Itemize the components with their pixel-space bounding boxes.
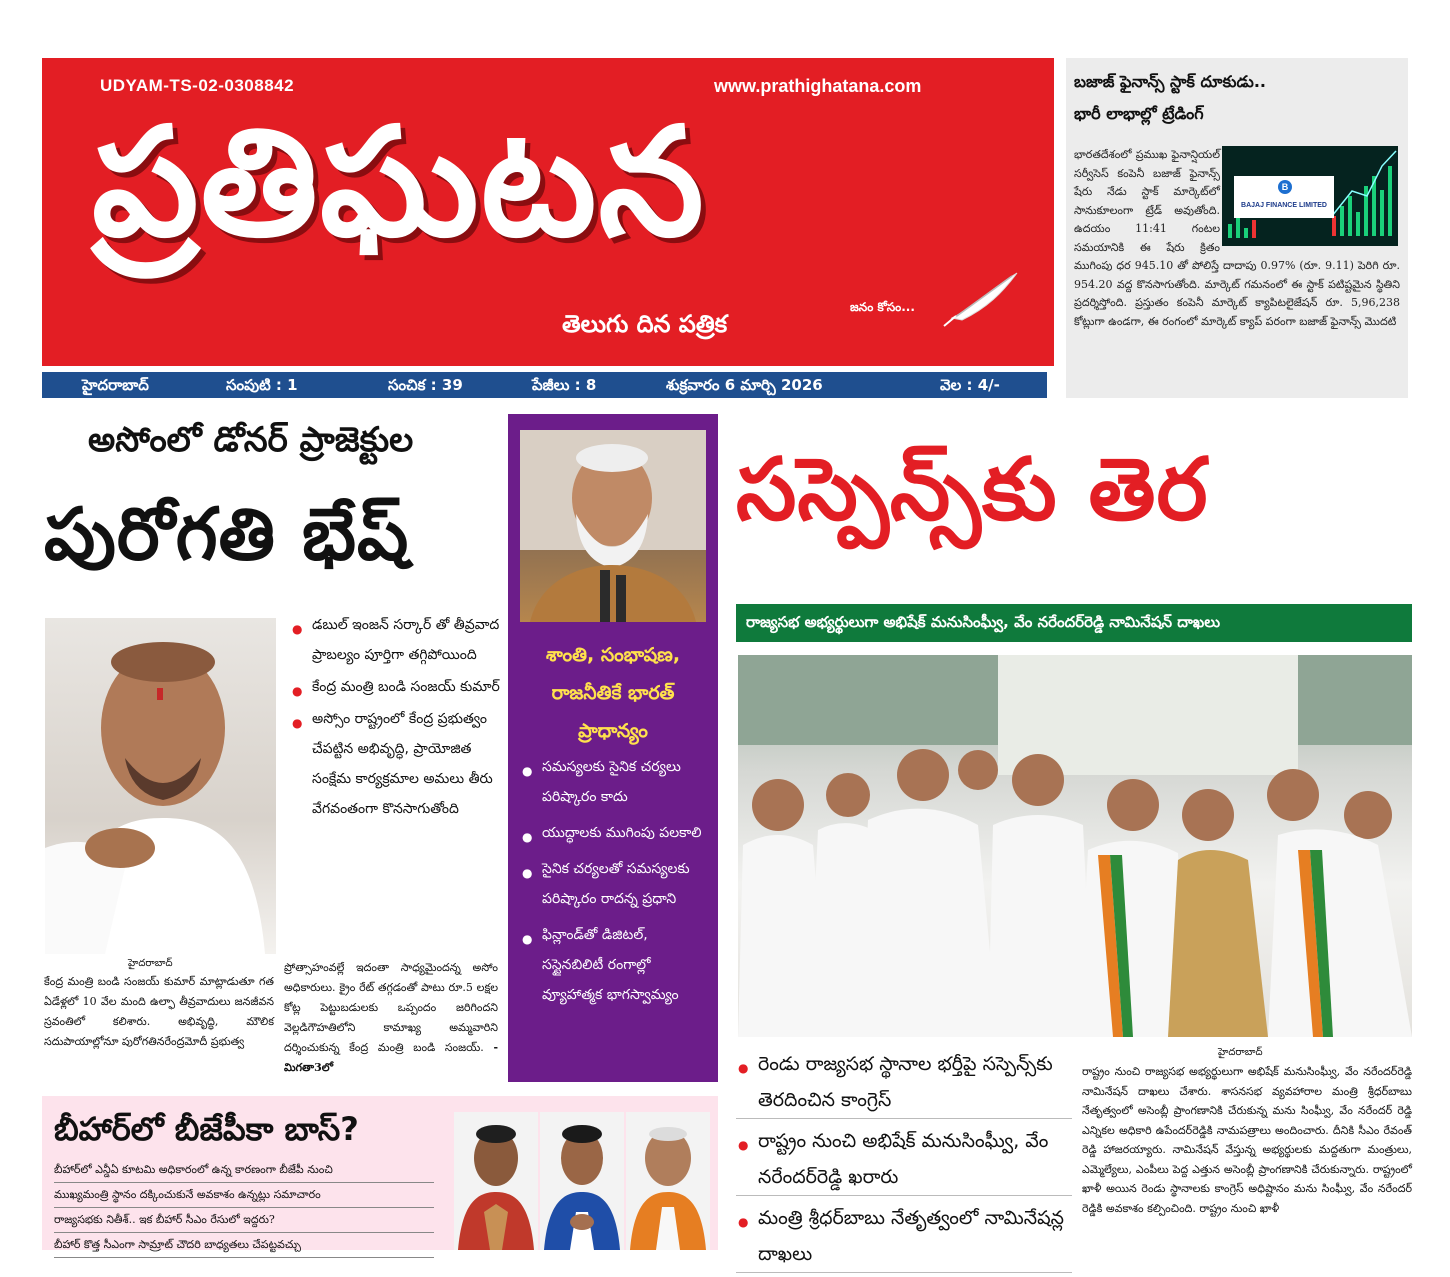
issue-info-bar <box>42 372 1047 398</box>
group-crowd-graphic <box>738 655 1412 1037</box>
bajaj-headline-1: బజాజ్ ఫైనాన్స్ స్టాక్ దూకుడు.. <box>1074 72 1266 91</box>
modi-story-headline: శాంతి, సంభాషణ, రాజనీతికే భారత్ ప్రాధాన్యం <box>545 644 681 742</box>
person-portrait-graphic <box>45 618 276 954</box>
left-story-column-2-text: ప్రోత్సాహంవల్లే ఇదంతా సాధ్యమైందన్న అసోం అధికారులు. క్రైం రేట్ తగ్గడంతో పాటు రూ.5 లక్షల కోట్ల పెట్టుబడులకు ఒప్పందం జరిగిందని వెల్లడిగౌహతిలోని కామాఖ్య అమ్మవారిని దర్శించుకున్న కేంద్ర మంత్రి బండి సంజయ్. <box>284 961 498 1054</box>
list-item: ● రాష్ట్రం నుంచి అభిషేక్ మనుసింఘ్వీ, వేం నరేందర్‌రెడ్డి ఖరారు <box>736 1123 1072 1196</box>
modi-photo <box>520 430 706 622</box>
left-story-column-1: కేంద్ర మంత్రి బండి సంజయ్ కుమార్ మాట్లాడుతూ గత ఏడేళ్లలో 10 వేల మంది ఉల్ఫా తీవ్రవాదులు జనజీవన స్రవంతిలో కలిశారు. అభివృద్ధి, మౌలిక సదుపాయాల్లోనూ పురోగతినరేంద్రమోదీ ప్రభుత్వ <box>44 975 274 1048</box>
info-city: హైదరాబాద్ <box>82 376 149 394</box>
nomination-group-photo <box>738 655 1412 1037</box>
bajaj-headline-2: భారీ లాభాల్లో ట్రేడింగ్ <box>1074 104 1204 123</box>
list-item: ● ఫిన్లాండ్‌తో డిజిటల్, సస్టైనబిలిటీ రంగాల్లో వ్యూహాత్మక భాగస్వామ్యం <box>520 920 712 1010</box>
info-volume: సంపుటి : 1 <box>226 376 298 394</box>
info-date: శుక్రవారం 6 మార్చి 2026 <box>666 376 823 394</box>
website-link[interactable]: www.prathighatana.com <box>714 76 922 96</box>
udyam-number: UDYAM-TS-02-0308842 <box>100 76 295 95</box>
bihar-line: ముఖ్యమంత్రి స్థానం దక్కించుకునే అవకాశం ఉన్నట్లు సమాచారం <box>54 1183 434 1208</box>
list-item: ● అస్సోం రాష్ట్రంలో కేంద్ర ప్రభుత్వం చేపట్టిన అభివృద్ధి, ప్రాయోజిత సంక్షేమ కార్యక్రమాల అమలు తీరు వేగవంతంగా కొనసాగుతోంది <box>290 704 500 824</box>
main-story-bullets <box>736 1046 1072 1277</box>
main-story-strapline <box>736 604 1412 642</box>
left-story-kicker: అసోంలో డోనర్ ప్రాజెక్టుల <box>88 420 414 460</box>
info-pages: పేజీలు : 8 <box>532 376 597 394</box>
list-item: ● కేంద్ర మంత్రి బండి సంజయ్ కుమార్ <box>290 672 500 702</box>
speaker-portrait-graphic <box>520 430 706 622</box>
bajaj-finance-logo: BAJAJ FINANCE LIMITED <box>1234 176 1334 218</box>
main-story-strapline-text: రాజ్యసభ అభ్యర్థులుగా అభిషేక్ మనుసింఘ్వీ, వేం నరేందర్‌రెడ్డి నామినేషన్ దాఖలు <box>746 613 1221 631</box>
slogan: జనం కోసం... <box>850 300 915 314</box>
newspaper-subtitle: తెలుగు దిన పత్రిక <box>562 310 728 338</box>
continued-link[interactable]: - మిగతా3లో <box>284 1041 499 1074</box>
main-story-body: రాష్ట్రం నుంచి రాజ్యసభ అభ్యర్థులుగా అభిషేక్ మనుసింఘ్వీ, వేం నరేందర్‌రెడ్డి నామినేషన్ దాఖలు చేశారు. శాసనసభ వ్యవహారాల మంత్రి శ్రీధర్‌బాబు నేతృత్వంలో అసెంబ్లీ ప్రాంగణానికి చేరుకున్న మను సింఘ్వీ, వేం నరేందర్ రెడ్డి ఎన్నికల అధికారి ఉపేందర్‌రెడ్డికి నామపత్రాలు అందించారు. దీనికి సీఎం రేవంత్ రెడ్డి హాజరయ్యారు. నామినేషన్ వేస్తున్న అభ్యర్థులకు మద్దతుగా మంత్రులు, ఎమ్మెల్యేలు, ఎంపీలు పెద్ద ఎత్తున అసెంబ్లీ ప్రాంగణానికి చేరుకున్నారు. రాష్ట్రంలో ఖాళీ అయిన రెండు స్థానాలకు కాంగ్రెస్ అధిష్టానం మను సింఘ్వీ, వేం నరేందర్ రెడ్డికి అవకాశం కల్పించింది. రాష్ట్రం నుంచి ఖాళీ <box>1082 1065 1412 1215</box>
list-item: ● మంత్రి శ్రీధర్‌బాబు నేతృత్వంలో నామినేషన్ల దాఖలు <box>736 1200 1072 1273</box>
bihar-leader-photos <box>454 1112 710 1250</box>
masthead <box>42 58 1054 366</box>
main-headline: సస్పెన్స్‌కు తెర <box>736 440 1209 540</box>
leader-photo <box>454 1112 538 1250</box>
newspaper-logo-title: ప్రతిఘటన <box>92 96 706 270</box>
bihar-story-lines <box>54 1158 434 1258</box>
bihar-headline: బీహార్‌లో బీజేపీకా బాస్? <box>54 1110 359 1148</box>
info-issue: సంచిక : 39 <box>388 376 463 394</box>
modi-story-bullets <box>520 752 712 1016</box>
bajaj-logo-mark: B <box>1278 180 1292 194</box>
info-price: వెల : 4/- <box>940 376 1000 394</box>
leader-photo <box>540 1112 624 1250</box>
bandi-sanjay-photo <box>45 618 276 954</box>
bajaj-story-text: భారతదేశంలో ప్రముఖ ఫైనాన్షియల్ సర్వీసెస్ కంపెనీ బజాజ్ ఫైనాన్స్ షేరు నేడు స్టాక్ మార్కెట్‌లో సానుకూలంగా ట్రేడ్ అవుతోంది. ఉదయం 11:41 గంటల సమయానికి ఈ షేరు క్రితం ముగింపు ధర 945.10 తో పోలిస్తే దాదాపు 0.97% (రూ. 9.11) పెరిగి రూ. 954.20 వద్ద కొనసాగుతోంది. మార్కెట్ గమనంలో ఈ స్టాక్ పటిష్టమైన స్థితిని ప్రదర్శిస్తోంది. ప్రస్తుతం కంపెనీ మార్కెట్ క్యాపిటలైజేషన్ రూ. 5,96,238 కోట్లుగా ఉండగా, ఈ రంగంలో మార్కెట్ క్యాప్ పరంగా బజాజ్ ఫైనాన్స్ మొదటి <box>1074 148 1400 328</box>
bihar-line: బీహార్ కొత్త సీఎంగా సామ్రాట్ చౌదరి బాధ్యతలు చేపట్టవచ్చు <box>54 1233 434 1258</box>
leader-photo <box>626 1112 710 1250</box>
bihar-line: బీహార్‌లో ఎన్డీఏ కూటమి అధికారంలో ఉన్న కారణంగా బీజేపీ నుంచి <box>54 1158 434 1183</box>
list-item: ● సమస్యలకు సైనిక చర్యలు పరిష్కారం కాదు <box>520 752 712 812</box>
list-item: ● యుద్ధాలకు ముగింపు పలకాలి <box>520 818 712 848</box>
bihar-line: రాజ్యసభకు నితీశ్.. ఇక బీహార్ సీఎం రేసులో ఇద్దరు? <box>54 1208 434 1233</box>
left-story-column-2 <box>284 958 498 1078</box>
left-story-bullets <box>290 610 500 826</box>
quill-feather-icon <box>942 268 1022 328</box>
list-item: ● డబుల్ ఇంజన్ సర్కార్ తో తీవ్రవాద ప్రాబల్యం పూర్తిగా తగ్గిపోయింది <box>290 610 500 670</box>
left-story-headline: పురోగతి భేష్ <box>44 492 410 576</box>
left-story-dateline: హైదరాబాద్ <box>128 958 173 969</box>
list-item: ● రెండు రాజ్యసభ స్థానాల భర్తీపై సస్పెన్స్‌కు తెరదించిన కాంగ్రెస్ <box>736 1046 1072 1119</box>
main-story-dateline: హైదరాబాద్ <box>1218 1047 1263 1058</box>
list-item: ● సైనిక చర్యలతో సమస్యలకు పరిష్కారం రాదన్న ప్రధాని <box>520 854 712 914</box>
